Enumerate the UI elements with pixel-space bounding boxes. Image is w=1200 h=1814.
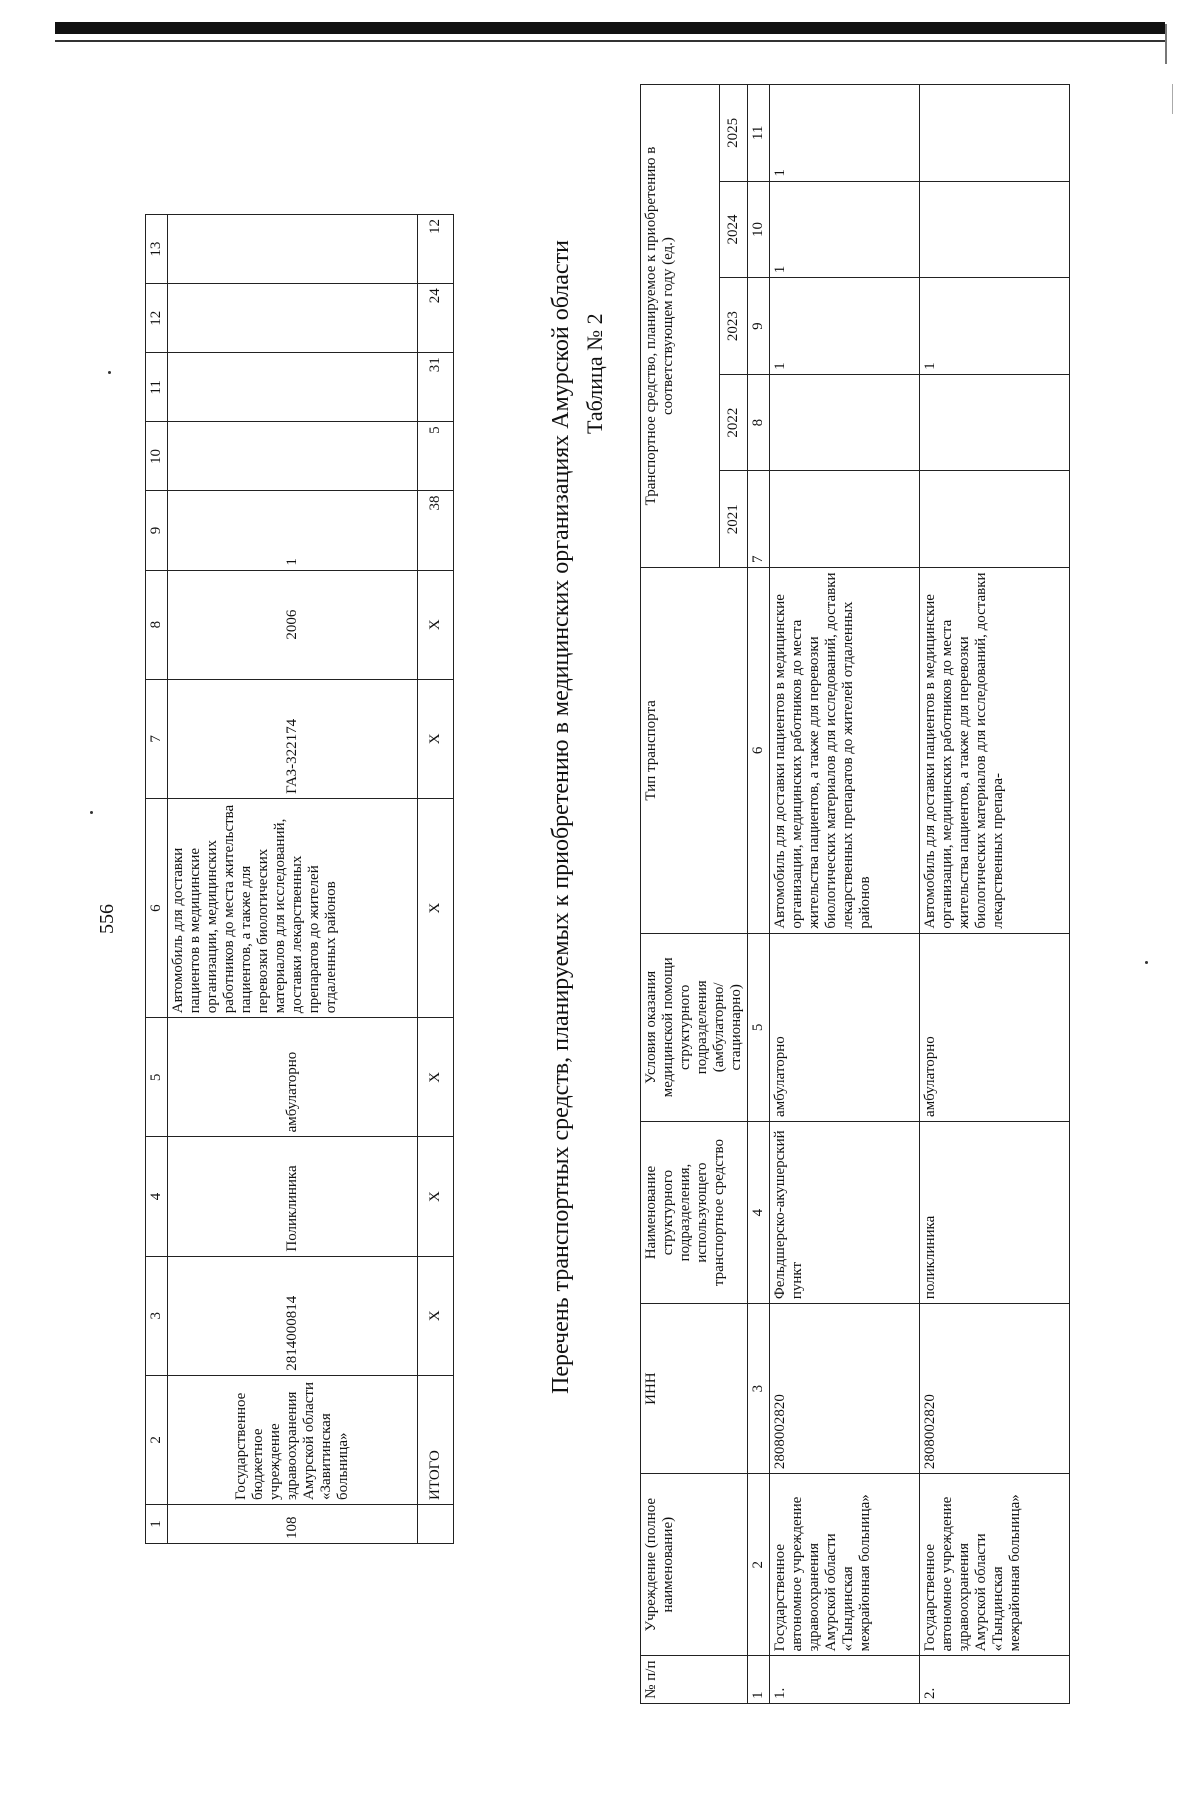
t1-c9: 1 [168, 491, 418, 570]
t2-h-transport: Тип транспорта [641, 568, 748, 934]
t2-r1-2025: 1 [770, 85, 920, 182]
t1-h4: 4 [146, 1137, 168, 1256]
t2-cn2: 2 [748, 1474, 770, 1656]
table2-colnum-row [748, 85, 770, 1704]
t1-h3: 3 [146, 1256, 168, 1375]
t1-total-c11: 31 [418, 353, 454, 422]
t1-total-c10: 5 [418, 422, 454, 491]
t1-total-empty [418, 1504, 454, 1543]
t1-h12: 12 [146, 284, 168, 353]
t2-cn7: 7 [748, 471, 770, 568]
t2-cn11: 11 [748, 85, 770, 182]
t2-r1-2023: 1 [770, 278, 920, 375]
t2-h-inn: ИНН [641, 1304, 748, 1474]
t1-total-c3: X [418, 1256, 454, 1375]
scan-edge-line [55, 40, 1165, 42]
t2-h-2023: 2023 [720, 278, 748, 375]
t1-total-c4: X [418, 1137, 454, 1256]
t2-r2-unit: поликлиника [920, 1121, 1070, 1303]
table1-header-row [146, 215, 168, 1544]
table-label: Таблица № 2 [582, 313, 607, 434]
t2-r1-institution: Государственное автономное учреждение здравоохранения Амурской области «Тындинская межрайонная больница» [770, 1474, 920, 1656]
t2-r1-unit: Фельдшерско-акушерский пункт [770, 1121, 920, 1303]
t1-c13 [168, 215, 418, 284]
scan-speck [90, 811, 93, 814]
t1-c10 [168, 422, 418, 491]
scan-mark [1165, 24, 1167, 64]
table-2 [640, 84, 1070, 1704]
t1-year: 2006 [168, 570, 418, 679]
table1-row-108 [168, 215, 418, 1544]
t2-cn4: 4 [748, 1121, 770, 1303]
table1-total-row [418, 215, 454, 1544]
scan-speck [108, 371, 111, 374]
t1-h11: 11 [146, 353, 168, 422]
t1-total-c7: X [418, 679, 454, 798]
t2-cn1: 1 [748, 1656, 770, 1704]
t2-h-2025: 2025 [720, 85, 748, 182]
t2-r1-2021 [770, 471, 920, 568]
t2-cn9: 9 [748, 278, 770, 375]
t2-r1-num: 1. [770, 1656, 920, 1704]
table-1 [145, 214, 454, 1544]
t2-r2-2022 [920, 374, 1070, 471]
t2-h-2022: 2022 [720, 374, 748, 471]
t1-c12 [168, 284, 418, 353]
t1-h8: 8 [146, 570, 168, 679]
t1-h5: 5 [146, 1018, 168, 1137]
t1-row-number: 108 [168, 1504, 418, 1543]
t1-h6: 6 [146, 798, 168, 1017]
t1-conditions: амбулаторно [168, 1018, 418, 1137]
t1-total-c5: X [418, 1018, 454, 1137]
table-row [770, 85, 920, 1704]
t1-h7: 7 [146, 679, 168, 798]
t2-r2-2024 [920, 181, 1070, 278]
t1-total-c6: X [418, 798, 454, 1017]
t2-r2-2021 [920, 471, 1070, 568]
t2-h-unit: Наименование структурного подразделения, использующего транспортное средство [641, 1121, 748, 1303]
t1-h10: 10 [146, 422, 168, 491]
scan-mark [1172, 84, 1173, 114]
page-number: 556 [96, 904, 118, 934]
t2-r2-2025 [920, 85, 1070, 182]
t1-c11 [168, 353, 418, 422]
t1-total-c13: 12 [418, 215, 454, 284]
t2-r2-institution: Государственное автономное учреждение здравоохранения Амурской области «Тындинская межрайонная больница» [920, 1474, 1070, 1656]
t2-r2-transport: Автомобиль для доставки пациентов в медицинские организации, медицинских работников до места жительства пациентов, а также для перевозки биологических материалов для исследований, доставки лекарственных препара- [920, 568, 1070, 934]
t1-total-c8: X [418, 570, 454, 679]
t1-institution: Государственное бюджетное учреждение здравоохранения Амурской области «Завитинская больница» [168, 1375, 418, 1504]
t1-h1: 1 [146, 1504, 168, 1543]
t2-cn6: 6 [748, 568, 770, 934]
t2-cn5: 5 [748, 933, 770, 1121]
t1-unit: Поликлиника [168, 1137, 418, 1256]
t1-h13: 13 [146, 215, 168, 284]
t2-h-num: № п/п [641, 1656, 748, 1704]
scan-speck [1145, 961, 1148, 964]
t2-cn8: 8 [748, 374, 770, 471]
table2-header-row-1 [641, 85, 720, 1704]
t2-h-planned: Транспортное средство, планируемое к приобретению в соответствующем году (ед.) [641, 85, 720, 568]
t2-r2-conditions: амбулаторно [920, 933, 1070, 1121]
t2-r1-inn: 2808002820 [770, 1304, 920, 1474]
table-row [920, 85, 1070, 1704]
document-heading: Перечень транспортных средств, планируемых к приобретению в медицинских организациях Амурской области [548, 240, 574, 1394]
t2-r1-transport: Автомобиль для доставки пациентов в медицинские организации, медицинских работников до места жительства пациентов, а также для перевозки биологических материалов для исследований, доставки лекарственных препаратов до жителей отдаленных районов [770, 568, 920, 934]
t2-r1-2024: 1 [770, 181, 920, 278]
t2-h-2021: 2021 [720, 471, 748, 568]
t2-h-conditions: Условия оказания медицинской помощи структурного подразделения (амбулаторно/ стационарно) [641, 933, 748, 1121]
t2-cn10: 10 [748, 181, 770, 278]
t2-r2-num: 2. [920, 1656, 1070, 1704]
t1-h9: 9 [146, 491, 168, 570]
t2-r2-2023: 1 [920, 278, 1070, 375]
t1-model: ГАЗ-322174 [168, 679, 418, 798]
t1-h2: 2 [146, 1375, 168, 1504]
t1-transport: Автомобиль для доставки пациентов в медицинские организации, медицинских работников до места жительства пациентов, а также для перевозки биологических материалов для исследований, доставки лекарственных препаратов до жителей отдаленных районов [168, 798, 418, 1017]
t1-total-label: ИТОГО [418, 1375, 454, 1504]
t2-r1-conditions: амбулаторно [770, 933, 920, 1121]
t1-inn: 2814000814 [168, 1256, 418, 1375]
scan-edge-bar [55, 22, 1165, 34]
t1-total-c12: 24 [418, 284, 454, 353]
t2-h-institution: Учреждение (полное наименование) [641, 1474, 748, 1656]
t1-total-c9: 38 [418, 491, 454, 570]
t2-h-2024: 2024 [720, 181, 748, 278]
t2-r1-2022 [770, 374, 920, 471]
t2-cn3: 3 [748, 1304, 770, 1474]
t2-r2-inn: 2808002820 [920, 1304, 1070, 1474]
